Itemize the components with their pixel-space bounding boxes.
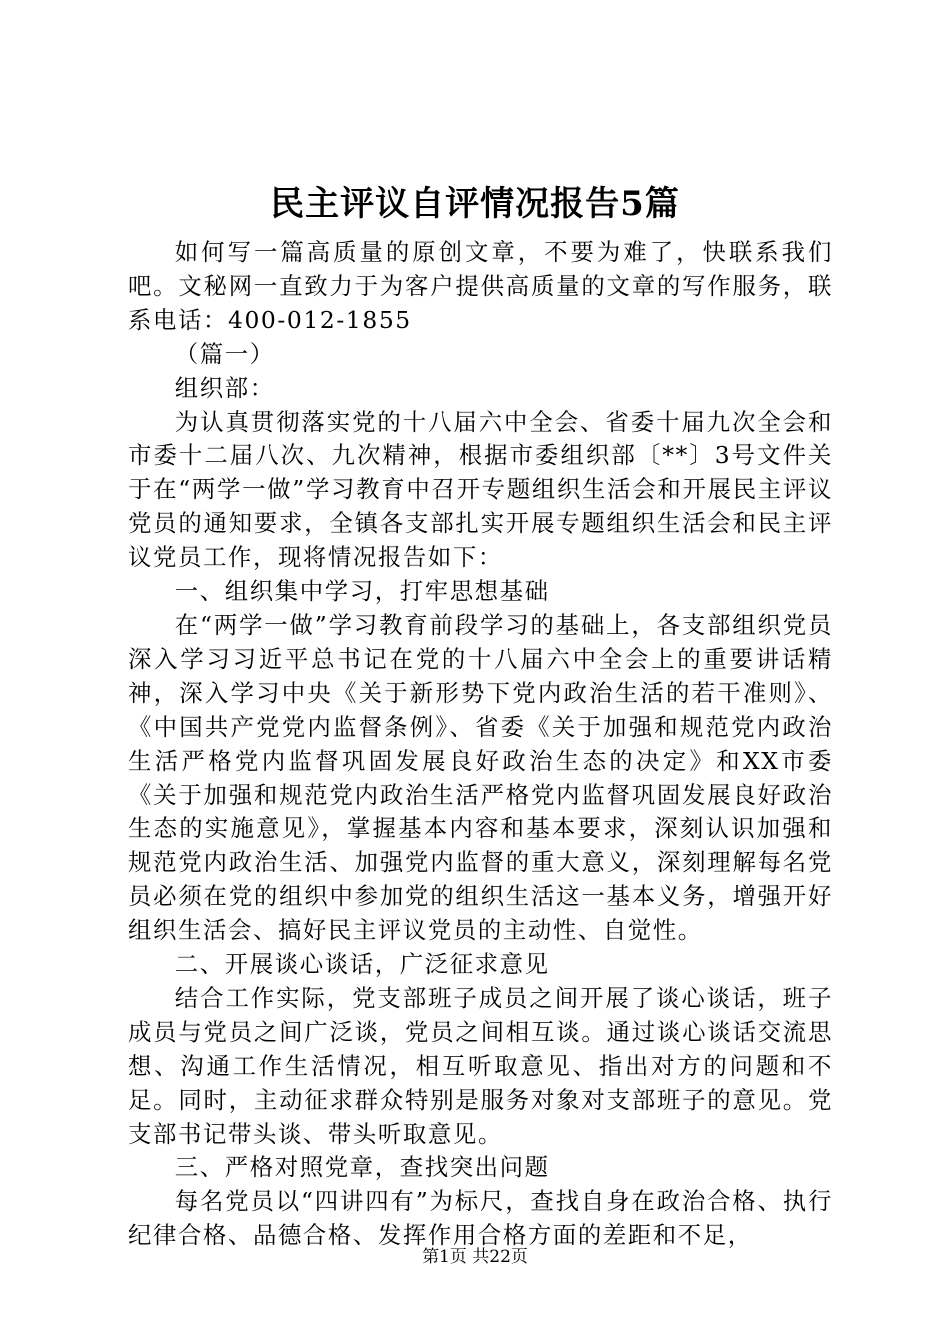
- salutation: 组织部：: [174, 373, 275, 402]
- section-label: （篇一）: [174, 339, 275, 368]
- document-title: 民主评议自评情况报告5篇: [270, 184, 680, 224]
- section-heading: 二、开展谈心谈话，广泛征求意见: [174, 950, 550, 979]
- body-paragraph: 在“两学一做”学习教育前段学习的基础上，各支部组织党员深入学习习近平总书记在党的十八届六中全会上的重要讲话精神，深入学习中央《关于新形势下党内政治生活的若干准则》、《中国共产党党内监督条例》、省委《关于加强和规范党内政治生活严格党内监督巩固发展良好政治生态的决定》和XX市委《关于加强和规范党内政治生活严格党内监督巩固发展良好政治生态的实施意见》，掌握基本内容和基本要求，深刻认识加强和规范党内政治生活、加强党内监督的重大意义，深刻理解每名党员必须在党的组织中参加党的组织生活这一基本义务，增强开好组织生活会、搞好民主评议党员的主动性、自觉性。: [128, 610, 833, 945]
- page-footer: 第1页 共22页: [422, 1247, 528, 1267]
- document-body: [128, 236, 833, 1253]
- body-paragraph: 结合工作实际，党支部班子成员之间开展了谈心谈话，班子成员与党员之间广泛谈，党员之间相互谈。通过谈心谈话交流思想、沟通工作生活情况，相互听取意见、指出对方的问题和不足。同时，主动征求群众特别是服务对象对支部班子的意见。党支部书记带头谈、带头听取意见。: [128, 983, 833, 1148]
- body-paragraph: 每名党员以“四讲四有”为标尺，查找自身在政治合格、执行纪律合格、品德合格、发挥作用合格方面的差距和不足，: [128, 1187, 833, 1250]
- intro-paragraph: 如何写一篇高质量的原创文章，不要为难了，快联系我们吧。文秘网一直致力于为客户提供高质量的文章的写作服务，联系电话：400-012-1855: [128, 238, 833, 334]
- section-heading: 三、严格对照党章，查找突出问题: [174, 1153, 550, 1182]
- body-paragraph: 为认真贯彻落实党的十八届六中全会、省委十届九次全会和市委十二届八次、九次精神，根据市委组织部〔**〕3号文件关于在“两学一做”学习教育中召开专题组织生活会和开展民主评议党员的通知要求，全镇各支部扎实开展专题组织生活会和民主评议党员工作，现将情况报告如下：: [128, 407, 833, 572]
- section-heading: 一、组织集中学习，打牢思想基础: [174, 577, 550, 606]
